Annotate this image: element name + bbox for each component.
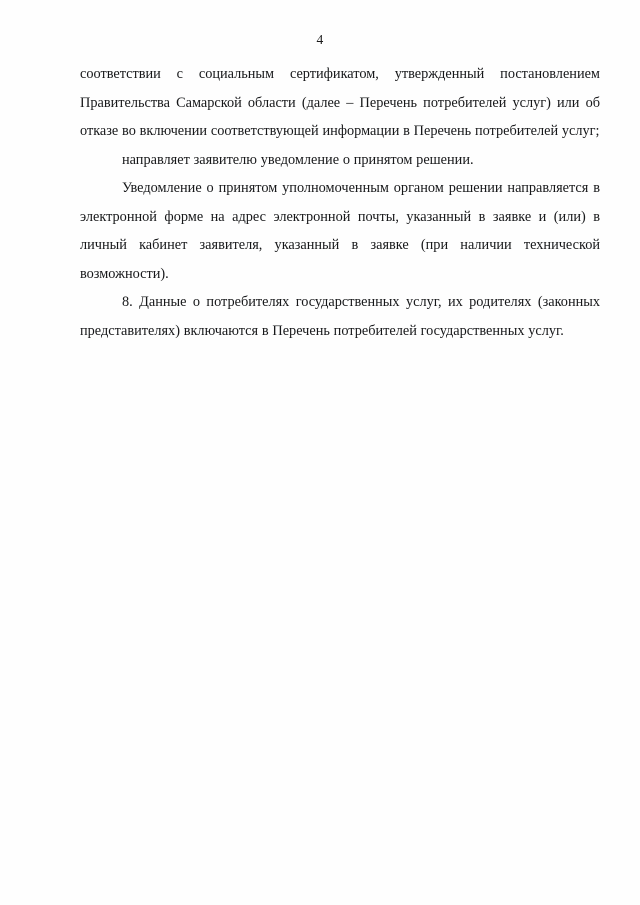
- page-number: 4: [316, 32, 324, 47]
- paragraph-notification-sent: направляет заявителю уведомление о принятом решении.: [122, 151, 474, 168]
- paragraph-notification-details: Уведомление о принятом уполномоченным органом решении направляется в электронной форме на адрес электронной почты, указанный в заявке и (или) в личный кабинет заявителя, указанный в заявке (при наличии технической возможности).: [80, 180, 600, 282]
- paragraph-continued: соответствии с социальным сертификатом, утвержденный постановлением Правительства Самарской области (далее – Перечень потребителей услуг) или об отказе во включении соответствующей информации в Перечень потребителей услуг;: [80, 66, 600, 139]
- document-body: [80, 60, 600, 345]
- paragraph-item-8: 8. Данные о потребителях государственных услуг, их родителях (законных представителях) включаются в Перечень потребителей государственных услуг.: [80, 294, 600, 339]
